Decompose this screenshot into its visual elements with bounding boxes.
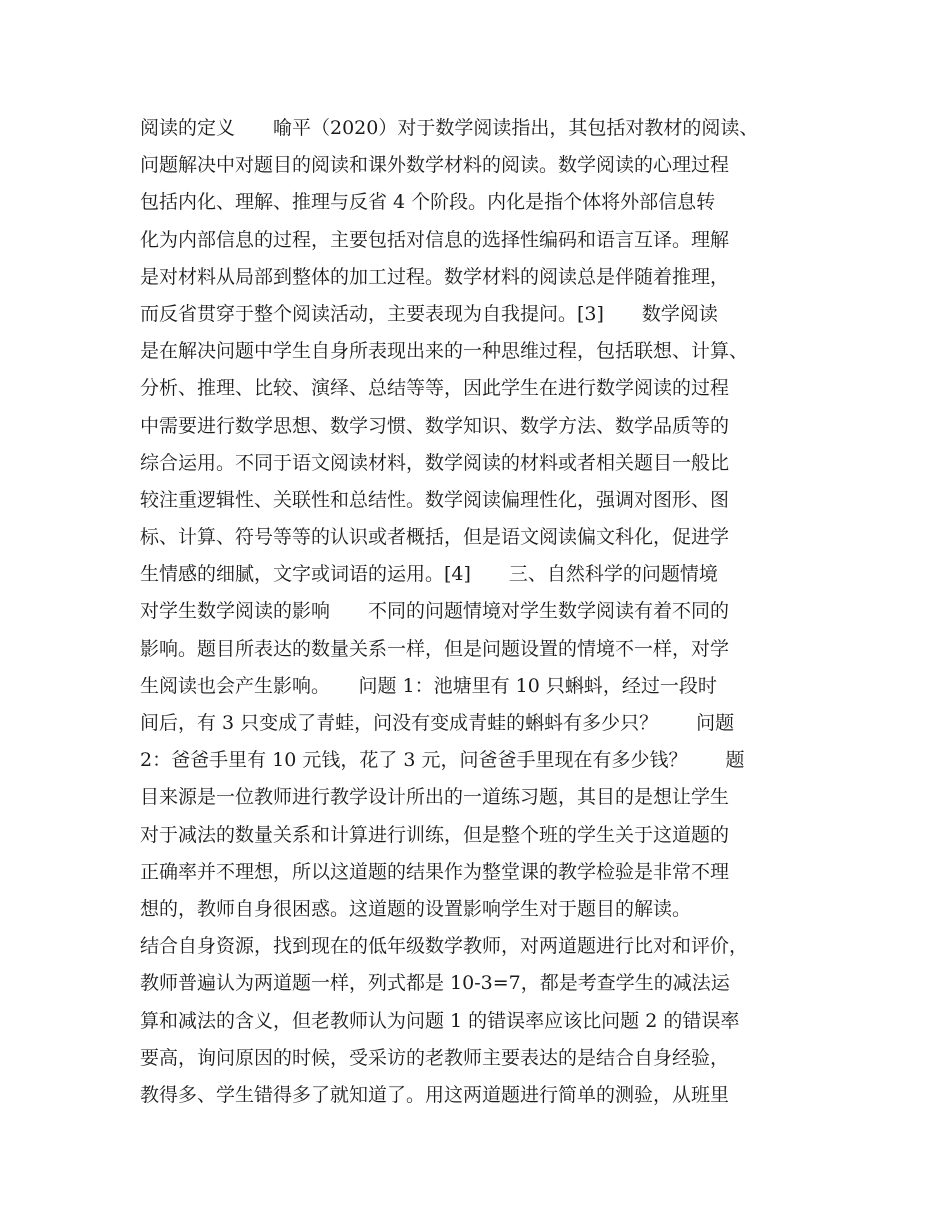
body-text xyxy=(140,110,840,1114)
text-line: 较注重逻辑性、关联性和总结性。数学阅读偏理性化，强调对图形、图 xyxy=(140,488,730,511)
text-line: 要高，询问原因的时候，受采访的老教师主要表达的是结合自身经验， xyxy=(140,1046,730,1069)
text-line: 想的，教师自身很困惑。这道题的设置影响学生对于题目的解读。 xyxy=(140,897,692,920)
text-line: 标、计算、符号等等的认识或者概括，但是语文阅读偏文科化，促进学 xyxy=(140,526,730,549)
text-line: 2：爸爸手里有 10 元钱，花了 3 元，问爸爸手里现在有多少钱？ 题 xyxy=(140,749,745,772)
text-line: 生阅读也会产生影响。 问题 1：池塘里有 10 只蝌蚪，经过一段时 xyxy=(140,674,717,697)
text-line: 而反省贯穿于整个阅读活动，主要表现为自我提问。[3] 数学阅读 xyxy=(140,302,718,325)
text-line: 是对材料从局部到整体的加工过程。数学材料的阅读总是伴随着推理， xyxy=(140,265,730,288)
text-line: 间后，有 3 只变成了青蛙，问没有变成青蛙的蝌蚪有多少只？ 问题 xyxy=(140,712,735,734)
text-line: 是在解决问题中学生自身所表现出来的一种思维过程，包括联想、计算、 xyxy=(140,340,749,363)
text-line: 问题解决中对题目的阅读和课外数学材料的阅读。数学阅读的心理过程 xyxy=(140,154,730,177)
text-line: 目来源是一位教师进行教学设计所出的一道练习题，其目的是想让学生 xyxy=(140,786,730,809)
text-line: 算和减法的含义，但老教师认为问题 1 的错误率应该比问题 2 的错误率 xyxy=(140,1009,740,1032)
text-line: 对于减法的数量关系和计算进行训练，但是整个班的学生关于这道题的 xyxy=(140,823,730,846)
text-line: 包括内化、理解、推理与反省 4 个阶段。内化是指个体将外部信息转 xyxy=(140,191,716,214)
text-line: 教师普遍认为两道题一样，列式都是 10-3=7，都是考查学生的减法运 xyxy=(140,972,730,995)
text-line: 分析、推理、比较、演绎、总结等等，因此学生在进行数学阅读的过程 xyxy=(140,377,730,400)
text-line: 教得多、学生错得多了就知道了。用这两道题进行简单的测验，从班里 xyxy=(140,1083,730,1106)
text-line: 综合运用。不同于语文阅读材料，数学阅读的材料或者相关题目一般比 xyxy=(140,451,730,474)
text-line: 化为内部信息的过程，主要包括对信息的选择性编码和语言互译。理解 xyxy=(140,228,730,251)
text-line: 生情感的细腻，文字或词语的运用。[4] 三、自然科学的问题情境 xyxy=(140,563,718,586)
text-line: 对学生数学阅读的影响 不同的问题情境对学生数学阅读有着不同的 xyxy=(140,600,730,623)
text-line: 阅读的定义 喻平（2020）对于数学阅读指出，其包括对教材的阅读、 xyxy=(140,117,759,139)
text-line: 影响。题目所表达的数量关系一样，但是问题设置的情境不一样，对学 xyxy=(140,637,730,660)
text-line: 正确率并不理想，所以这道题的结果作为整堂课的教学检验是非常不理 xyxy=(140,860,730,883)
text-line: 中需要进行数学思想、数学习惯、数学知识、数学方法、数学品质等的 xyxy=(140,414,730,437)
text-line: 结合自身资源，找到现在的低年级数学教师，对两道题进行比对和评价， xyxy=(140,935,749,958)
